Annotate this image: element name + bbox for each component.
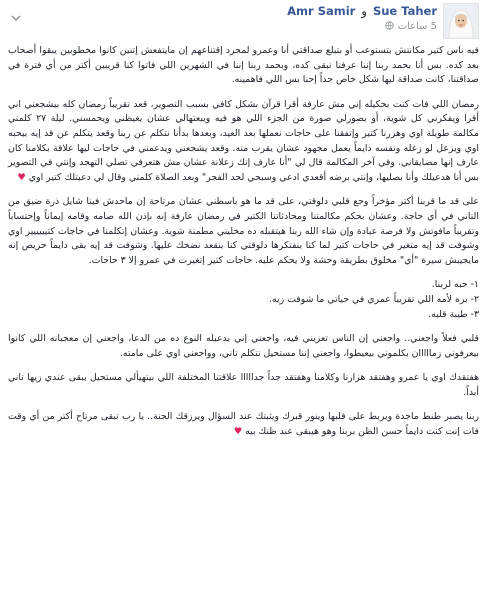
post-author-line — [287, 4, 437, 18]
post-meta — [383, 21, 437, 32]
profile-photo-icon — [444, 4, 478, 38]
post-paragraph-4: قلبي فعلاً واجعني.. واجعني إن الناس تعزيني فيه، واجعني إني بدعيله النوع ده من الدعا، واجعني إن معجبانه اللي كانوا بيعرفوني زمااااان بكلموني بيعيطوا، واجعني إننا مستحيل نتكلم تاني، وواجعني اوي على مامته. — [8, 333, 479, 359]
poster-name-link[interactable]: Sue Taher — [372, 4, 437, 18]
post-paragraph-3: على قد ما قربنا أكتر مؤخراً وجع قلبي دلوقتي، على قد ما هو باسطني عشان مرتاحة إن ماحدش فينا شايل ذرة ضيق من التاني في أي حاجة. وعشان بحكم مكالمتنا ومحادثاتنا الكتير في رمضان عارفة إنه بإذن الله صامه وقامه إيماناً وإحتساباً وتقريباً مافوتش ولا فرصة عبادة وإن شاء الله ربنا هيتقبله ده مخليني مطمنة شوية. وعشان إتكلمنا في حاجات كتيييييير اوي وشوفت قد إيه متغير في حاجات كتير لما كنا بنفتكرها دلوقتي كنا بنقعد نضحك عليها. وشوفت قد إيه بقى دايماً حريص إنه مايجيبش سيرة "أي" مخلوق بطريقة وحشة ولا يحكم عليه. حاجات كتير إتغيرت في عمرو إلا ٣ حاجات. — [8, 196, 479, 266]
post-body — [8, 44, 479, 450]
heart-icon: ♥ — [17, 171, 26, 183]
chevron-down-icon[interactable] — [10, 12, 22, 24]
post-paragraph-2 — [8, 98, 479, 186]
list-item-2: ٢- بره لأمه اللي تقريباً عمري في حياتي ما شوفت زيه. — [269, 293, 479, 305]
post-paragraph-5: هفتقدك اوي يا عمرو وهفتقد هزارنا وكلامنا وهفتقد جداً جدااااا علاقتنا المختلفة اللي بيتهيألي مستحيل يبقى عندي زيها تاني أبداً. — [8, 372, 479, 398]
post-paragraph-1: فيه ناس كتير مكانتش بتستوعب أو بتبلع صداقتي أنا وعمرو لمجرد إقتناعهم إن مايتفعش إتنين كانوا مخطوبين يبقوا أصحاب بعد كده. بس أنا بحمد ربنا إننا عرفنا نبقى كده، وبحمد ربنا إننا في الشهرين اللي فاتوا كنا قريبين أكتر من أي فترة في صداقتنا، كانت صداقة ليها شكل خاص جداً إحنا بس اللي فاهمينه. — [8, 45, 479, 86]
tagged-name-link[interactable]: Amr Samir — [287, 4, 356, 18]
post-header — [0, 0, 487, 40]
avatar[interactable] — [443, 3, 479, 39]
post-time[interactable]: 5 ساعات — [397, 21, 437, 32]
post-paragraph-2-text: رمضان اللي فات كنت بحكيله إني مش عارفة أقرا قرآن بشكل كافي بسبب التصوير، قعد تقريباً رمضان كله بيشجعني اني أقرا ويفكرني كل شوية، أو يصورلي صورة من الجزء اللي هو فيه ويبعتهالي عشان يغيظني ويحمسني. ليلة ٢٧ كلمني مكالمة طويلة اوي وهزرنا كتير وإتفقنا على حاجات نعملها بعد العيد، وبعدها بدأنا نتكلم عن ربنا وقعد يتكلم عن قد إيه بيحبه اوي ويزعل لو زعله ونفسه دايماً يعمل مجهود عشان يقرب منه. وقعد يشجعني ويدعمني في حاجات ليها علاقة بكلامنا كان عارف إنها مضايقاني. وفي آخر المكالمة قال لي "أنا عارف إنك زعلانة عشان مش هتعرفي تصلي التهجد وإنتي في التصوير بس أنا هدعيلك وأنا بصليها، وإنتي برضه أقعدي ادعي وسبحي لحد الفجر" وبعد الصلاة كلمني وقال لي دعيتلك كتير اوي — [8, 98, 479, 183]
heart-icon: ♥ — [233, 426, 243, 438]
names-conjunction: و — [361, 4, 367, 18]
post-paragraph-6-text: ربنا يصبر طنط ماجدة ويربط على قلبها وينور قبرك ويثبتك عند السؤال ويرزقك الجنة.. يا رب تبقى مرتاح أكتر من أي وقت فات إنت كنت دايماً حسن الظن بربنا وهو هيبقى عند ظنك بيه — [8, 411, 479, 438]
post-paragraph-6 — [8, 410, 479, 439]
globe-icon — [385, 21, 394, 30]
list-item-3: ٣- طيبة قلبه. — [428, 308, 479, 320]
list-item-1: ١- حبه لربنا. — [431, 279, 479, 291]
